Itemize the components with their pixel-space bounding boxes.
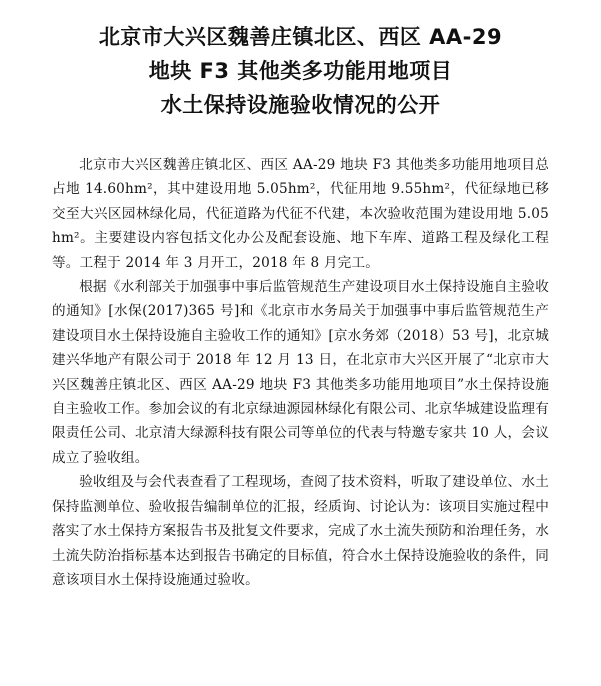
paragraph-project-overview: 北京市大兴区魏善庄镇北区、西区 AA-29 地块 F3 其他类多功能用地项目总占地 14.60hm²，其中建设用地 5.05hm²，代征用地 9.55hm²，代征绿地已移交至大兴区园林绿化局，代征道路为代征不代建，本次验收范围为建设用地 5.05hm²。主要建设内容包括文化办公及配套设施、地下车库、道路工程及绿化工程等。工程于 2014 年 3 月开工，2018 年 8 月完工。 xyxy=(52,157,549,271)
paragraph-acceptance-basis: 根据《水利部关于加强事中事后监管规范生产建设项目水土保持设施自主验收的通知》[水保(2017)365 号]和《北京市水务局关于加强事中事后监管规范生产建设项目水土保持设施自主验收工作的通知》[京水务郊（2018）53 号]，北京城建兴华地产有限公司于 2018 年 12 月 13 日，在北京市大兴区开展了“北京市大兴区魏善庄镇北区、西区 AA-29 地块 F3 其他类多功能用地项目”水土保持设施自主验收工作。参加会议的有北京绿迪源园林绿化有限公司、北京华城建设监理有限责任公司、北京清大绿源科技有限公司等单位的代表与特邀专家共 10 人，会议成立了验收组。 xyxy=(52,279,549,466)
document-body xyxy=(52,153,549,592)
title-line-2: 地块 F3 其他类多功能用地项目 xyxy=(148,59,453,83)
document-title xyxy=(52,20,549,122)
title-line-3: 水土保持设施验收情况的公开 xyxy=(160,93,441,117)
paragraph-acceptance-conclusion: 验收组及与会代表查看了工程现场，查阅了技术资料，听取了建设单位、水土保持监测单位、验收报告编制单位的汇报，经质询、讨论认为：该项目实施过程中落实了水土保持方案报告书及批复文件要求，完成了水土流失预防和治理任务，水土流失防治指标基本达到报告书确定的目标值，符合水土保持设施验收的条件，同意该项目水土保持设施通过验收。 xyxy=(52,474,549,588)
title-line-1: 北京市大兴区魏善庄镇北区、西区 AA-29 xyxy=(98,25,503,49)
